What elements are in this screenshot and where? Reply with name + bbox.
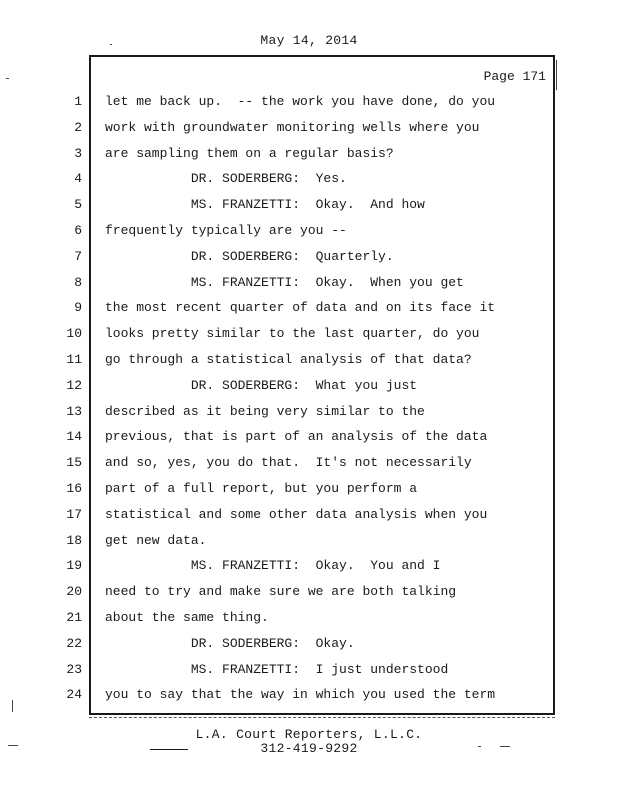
line-number: 1 [74,94,82,109]
transcript-line: previous, that is part of an analysis of the data [105,429,488,445]
line-number: 16 [66,480,82,496]
line-number: 11 [66,351,82,367]
transcript-line: let me back up. -- the work you have done, do you [105,94,496,109]
transcript-body [105,89,550,708]
transcript-line: frequently typically are you -- [105,222,347,238]
transcript-line: go through a statistical analysis of that data? [105,351,472,367]
transcript-line: DR. SODERBERG: Quarterly. [105,248,394,264]
transcript-line: MS. FRANZETTI: Okay. You and I [105,558,441,574]
line-number: 3 [74,145,82,161]
transcript-line: DR. SODERBERG: Okay. [105,635,355,651]
line-number: 4 [74,171,82,187]
footer-company: L.A. Court Reporters, L.L.C. [195,727,423,742]
scan-speck [500,746,510,747]
transcript-line: you to say that the way in which you used the term [105,687,496,703]
transcript-line: MS. FRANZETTI: Okay. And how [105,197,425,213]
page-number: Page 171 [483,69,546,84]
line-number: 22 [66,635,82,651]
scan-speck [556,60,557,90]
line-number: 7 [74,248,82,264]
transcript-line: get new data. [105,532,207,548]
transcript-line: described as it being very similar to the [105,403,425,419]
transcript-line: part of a full report, but you perform a [105,480,418,496]
scan-speck [6,78,9,79]
line-number: 18 [66,532,82,548]
transcript-line: work with groundwater monitoring wells where you [105,119,480,135]
line-number: 12 [66,377,82,393]
transcript-line: and so, yes, you do that. It's not necessarily [105,455,472,471]
footer-phone: 312-419-9292 [260,741,358,756]
line-number-column [0,89,82,708]
transcript-line: DR. SODERBERG: Yes. [105,171,347,187]
scan-speck [8,745,18,746]
transcript-line: need to try and make sure we are both talking [105,584,457,600]
header-date: May 14, 2014 [260,33,358,48]
line-number: 6 [74,222,82,238]
line-number: 17 [66,506,82,522]
line-number: 13 [66,403,82,419]
line-number: 8 [74,274,82,290]
transcript-line: the most recent quarter of data and on its face it [105,300,496,316]
line-number: 10 [66,326,82,342]
line-number: 23 [66,661,82,677]
line-number: 21 [66,609,82,625]
scan-speck [110,44,112,45]
transcript-line: about the same thing. [105,609,269,625]
transcript-line: statistical and some other data analysis when you [105,506,488,522]
transcript-line: MS. FRANZETTI: Okay. When you get [105,274,464,290]
scan-speck [12,700,13,712]
line-number: 24 [66,687,82,703]
line-number: 14 [66,429,82,445]
line-number: 2 [74,119,82,135]
transcript-line: looks pretty similar to the last quarter, do you [105,326,480,342]
line-number: 20 [66,584,82,600]
line-number: 15 [66,455,82,471]
scan-speck [478,746,481,747]
transcript-line: DR. SODERBERG: What you just [105,377,418,393]
line-number: 19 [66,558,82,574]
transcript-line: are sampling them on a regular basis? [105,145,394,161]
line-number: 5 [74,197,82,213]
transcript-line: MS. FRANZETTI: I just understood [105,661,449,677]
line-number: 9 [74,300,82,316]
